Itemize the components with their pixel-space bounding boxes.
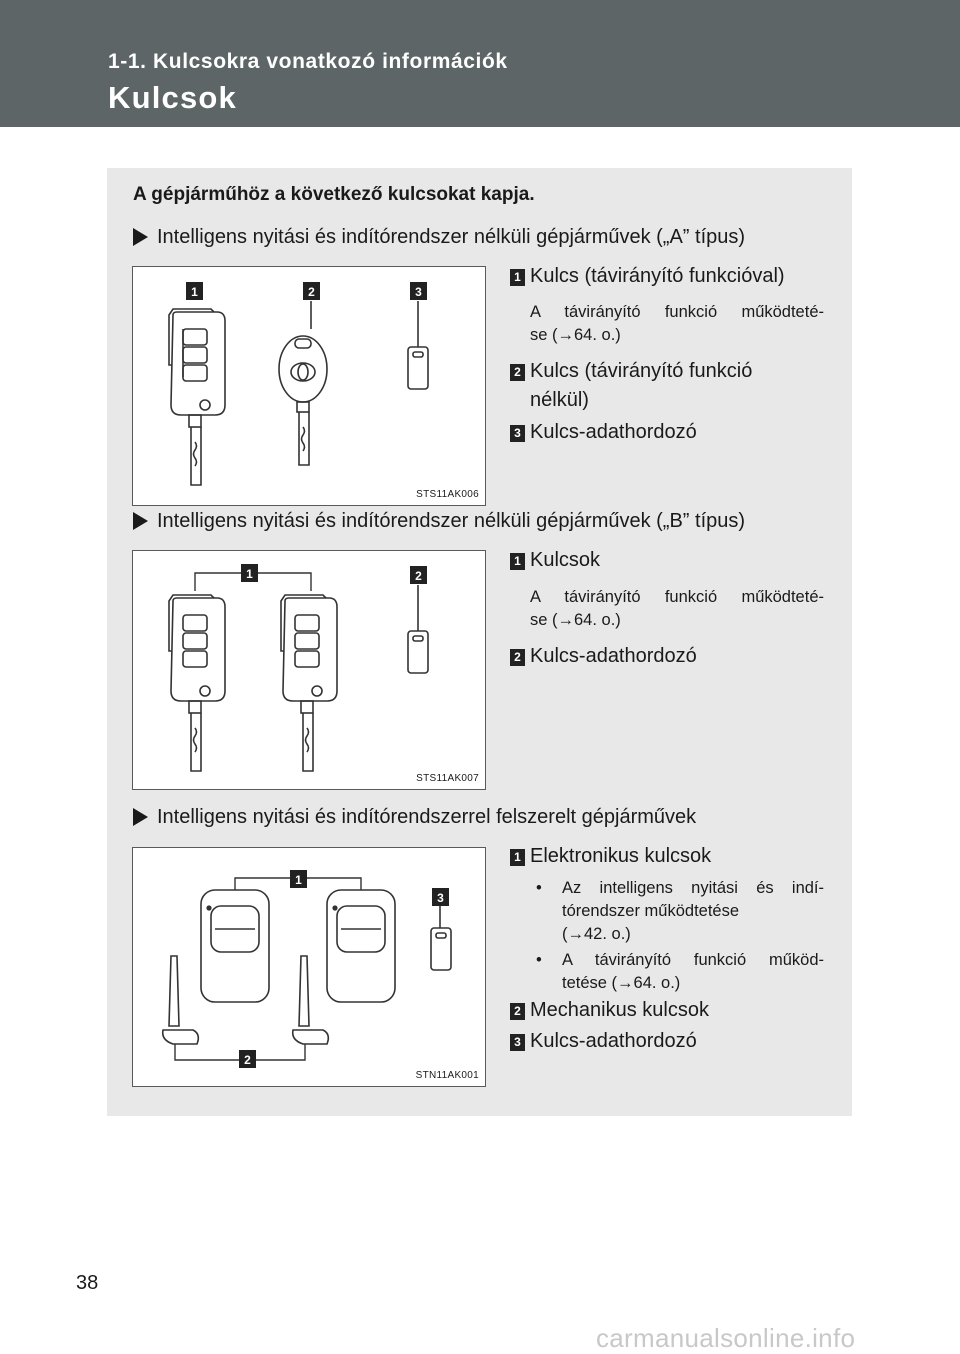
keys-illustration — [133, 551, 485, 789]
legend-item-2: 2 Kulcs (távirányító funkció nélkül) — [510, 357, 752, 415]
figure-code: STS11AK006 — [416, 489, 479, 500]
remote-flip-key-icon — [281, 595, 337, 771]
key-data-carrier-icon — [408, 585, 428, 673]
bullet-smart-entry: • Az intelligens nyitási és indí- tórendszer működtetése (→42. o.) — [536, 879, 824, 943]
svg-text:1: 1 — [191, 285, 198, 299]
legend-item-1: 1 Elektronikus kulcsok — [510, 842, 711, 871]
legend-item-1: 1 Kulcs (távirányító funkcióval) — [510, 262, 785, 291]
figure-keys-smart — [132, 847, 486, 1087]
section-b-heading: Intelligens nyitási és indítórendszer nélküli gépjárművek („B” típus) — [133, 510, 745, 533]
svg-text:1: 1 — [295, 873, 302, 887]
remote-flip-key-icon — [169, 595, 225, 771]
svg-text:2: 2 — [308, 285, 315, 299]
figure-code: STN11AK001 — [415, 1070, 479, 1081]
legend-item-2: 2 Kulcs-adathordozó — [510, 642, 697, 671]
section-c-heading: Intelligens nyitási és indítórendszerrel felszerelt gépjárművek — [133, 806, 696, 829]
bullet-remote-function: • A távirányító funkció működ- tetése (→64. o.) — [536, 951, 824, 992]
svg-text:2: 2 — [415, 569, 422, 583]
note-remote-function: A távirányító funkció működteté- se (→64. o.) — [530, 303, 824, 344]
mechanical-key-icon — [293, 956, 329, 1044]
legend-item-3: 3 Kulcs-adathordozó — [510, 1027, 697, 1056]
svg-text:2: 2 — [244, 1053, 251, 1067]
keys-illustration — [133, 848, 485, 1086]
intro-text: A gépjárműhöz a következő kulcsokat kapja. — [133, 184, 535, 205]
figure-code: STS11AK007 — [416, 773, 479, 784]
legend-item-2: 2 Mechanikus kulcsok — [510, 996, 709, 1025]
triangle-bullet-icon — [133, 228, 148, 246]
legend-item-1: 1 Kulcsok — [510, 546, 600, 575]
svg-text:1: 1 — [246, 567, 253, 581]
triangle-bullet-icon — [133, 808, 148, 826]
page-number: 38 — [76, 1272, 99, 1294]
remote-flip-key-icon — [169, 309, 225, 485]
key-data-carrier-icon — [431, 906, 451, 970]
legend-item-3: 3 Kulcs-adathordozó — [510, 418, 697, 447]
triangle-bullet-icon — [133, 512, 148, 530]
keys-illustration — [133, 267, 485, 505]
section-a-heading: Intelligens nyitási és indítórendszer nélküli gépjárművek („A” típus) — [133, 226, 745, 249]
svg-text:3: 3 — [437, 891, 444, 905]
note-remote-function: A távirányító funkció működteté- se (→64. o.) — [530, 588, 824, 629]
figure-keys-type-a — [132, 266, 486, 506]
toyota-key-icon — [279, 301, 327, 465]
chapter-header — [0, 0, 960, 127]
smart-key-fob-icon — [201, 890, 269, 1002]
figure-keys-type-b — [132, 550, 486, 790]
page-title: Kulcsok — [108, 80, 237, 115]
watermark-text: carmanualsonline.info — [596, 1323, 856, 1353]
smart-key-fob-icon — [327, 890, 395, 1002]
key-data-carrier-icon — [408, 301, 428, 389]
chapter-subtitle: 1-1. Kulcsokra vonatkozó információk — [108, 50, 508, 73]
mechanical-key-icon — [163, 956, 199, 1044]
svg-text:3: 3 — [415, 285, 422, 299]
